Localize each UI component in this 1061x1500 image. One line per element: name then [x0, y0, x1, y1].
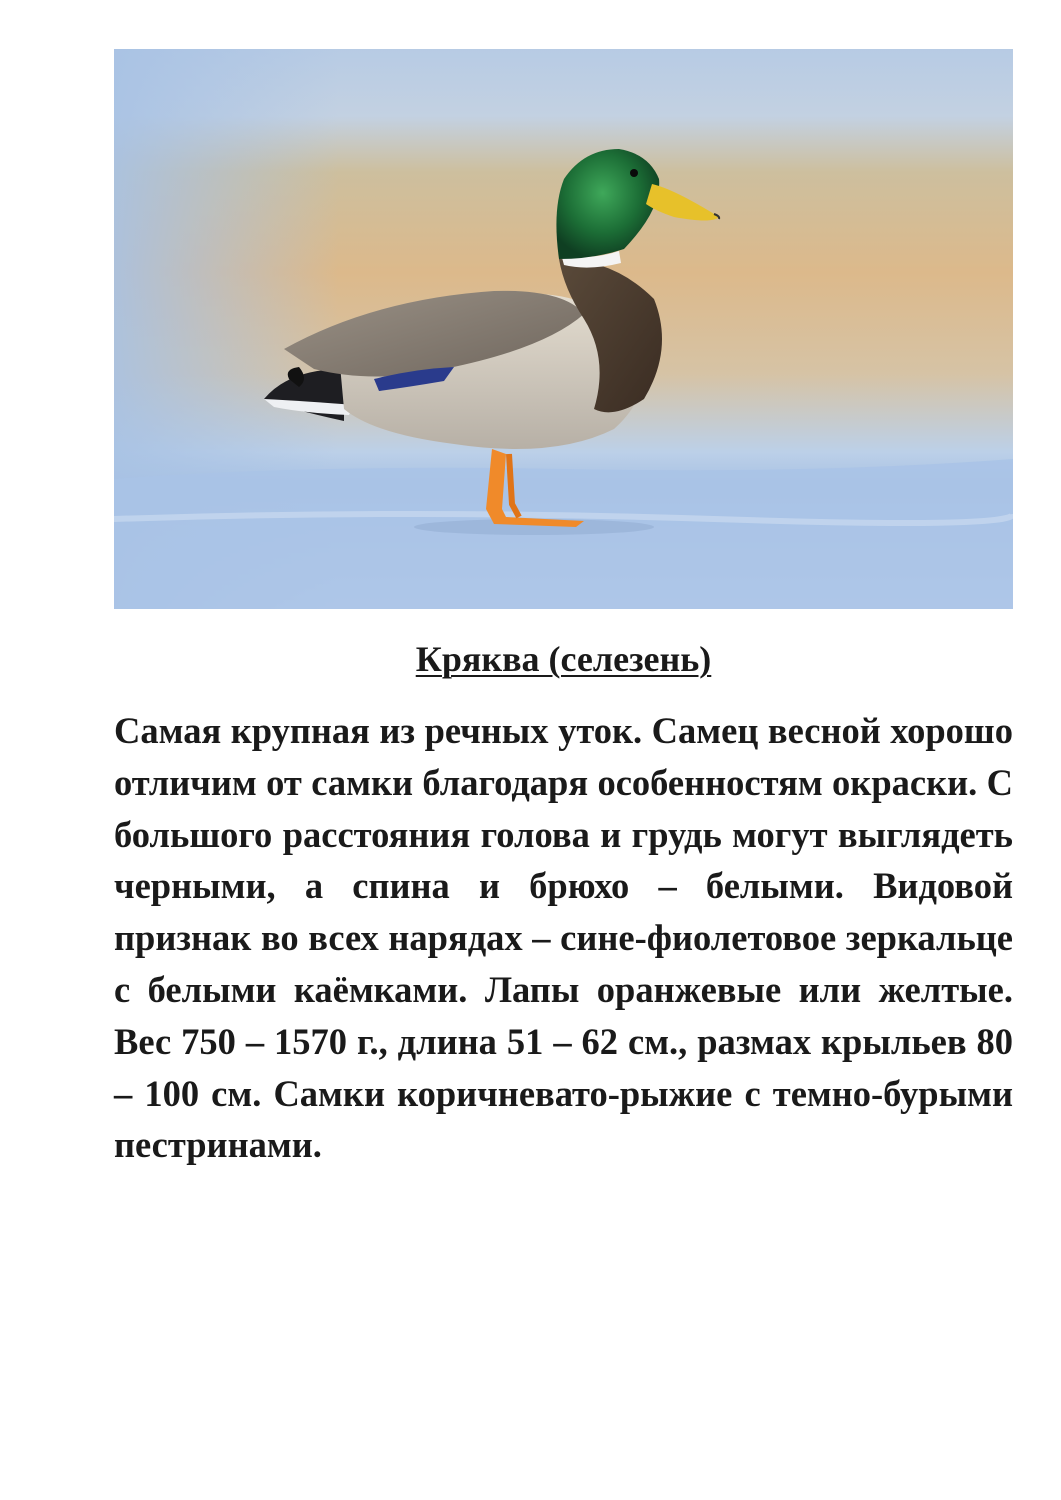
page-title: Кряква (селезень): [415, 639, 712, 679]
mallard-photo: [114, 49, 1013, 609]
duck-illustration: [114, 49, 1013, 609]
description-paragraph: Самая крупная из речных уток. Самец весной хорошо отличим от самки благодаря особенностям окраски. С большого расстояния голова и грудь могут выглядеть черными, а спина и брюхо – белыми. Видовой признак во всех нарядах – сине-фиолетовое зеркальце с белыми каёмками. Лапы оранжевые или желтые. Вес 750 – 1570 г., длина 51 – 62 см., размах крыльев 80 – 100 см. Самки коричневато-рыжие с темно-бурыми пестринами.: [114, 710, 1013, 1166]
